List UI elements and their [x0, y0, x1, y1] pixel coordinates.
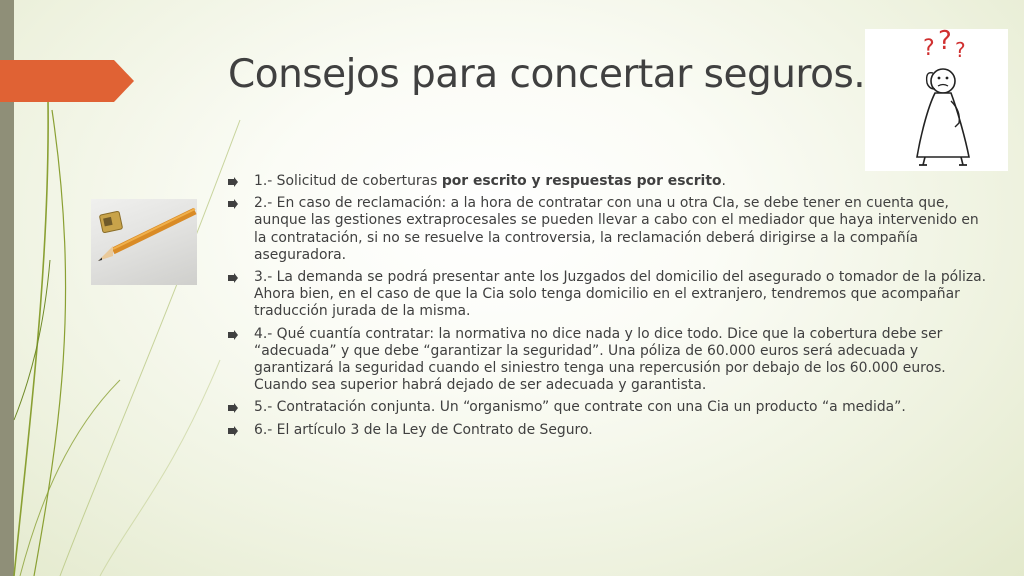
list-item-text: 5.- Contratación conjunta. Un “organismo” que contrate con una Cia un producto “a medida”. — [254, 399, 906, 416]
list-item-text: 1.- Solicitud de coberturas — [254, 173, 442, 189]
pencil-photo — [91, 199, 197, 285]
list-item-text: 2.- En caso de reclamación: a la hora de contratar con una u otra CIa, se debe tener en cuenta que, aunque las gestiones extraprocesales se pueden llevar a cabo con el mediador que haya intervenido en la contratación, si no se resuelve la controversia, la reclamación deberá dirigirse a la compañía aseguradora. — [254, 195, 979, 263]
arrow-bullet-icon — [228, 177, 238, 187]
list-item — [228, 422, 988, 439]
list-item-text: 3.- La demanda se podrá presentar ante los Juzgados del domicilio del asegurado o tomador de la póliza. Ahora bien, en el caso de que la Cia solo tenga domicilio en el extranjero, tendremos que acompañar traducción jurada de la misma. — [254, 269, 987, 320]
arrow-bullet-icon — [228, 426, 238, 436]
svg-text:?: ? — [955, 38, 966, 62]
arrow-bullet-icon — [228, 273, 238, 283]
list-item — [228, 399, 988, 416]
list-item-bold-text: por escrito y respuestas por escrito — [441, 173, 722, 189]
title-accent-arrow — [0, 60, 134, 102]
arrow-bullet-icon — [228, 199, 238, 209]
list-item-text: 4.- Qué cuantía contratar: la normativa no dice nada y lo dice todo. Dice que la cobertura debe ser “adecuada” y que debe “garantizar la seguridad”. Una póliza de 60.000 euros será adecuada y garantizará la seguridad cuando el siniestro tenga una repercusión por debajo de los 60.000 euros. Cuando sea superior habrá dejado de ser adecuada y garantista. — [254, 325, 946, 394]
list-item-text-end: . — [721, 173, 726, 189]
confused-person-cartoon — [865, 29, 1008, 171]
svg-text:?: ? — [923, 36, 935, 61]
list-item — [228, 195, 988, 264]
list-item — [228, 326, 988, 395]
list-item-text: 6.- El artículo 3 de la Ley de Contrato de Seguro. — [254, 421, 593, 438]
slide-title: Consejos para concertar seguros. — [228, 52, 866, 97]
arrow-bullet-icon — [228, 330, 238, 340]
bullet-list — [228, 173, 988, 444]
list-item — [228, 269, 988, 321]
list-item — [228, 173, 988, 190]
svg-text:?: ? — [938, 29, 952, 56]
arrow-bullet-icon — [228, 403, 238, 413]
